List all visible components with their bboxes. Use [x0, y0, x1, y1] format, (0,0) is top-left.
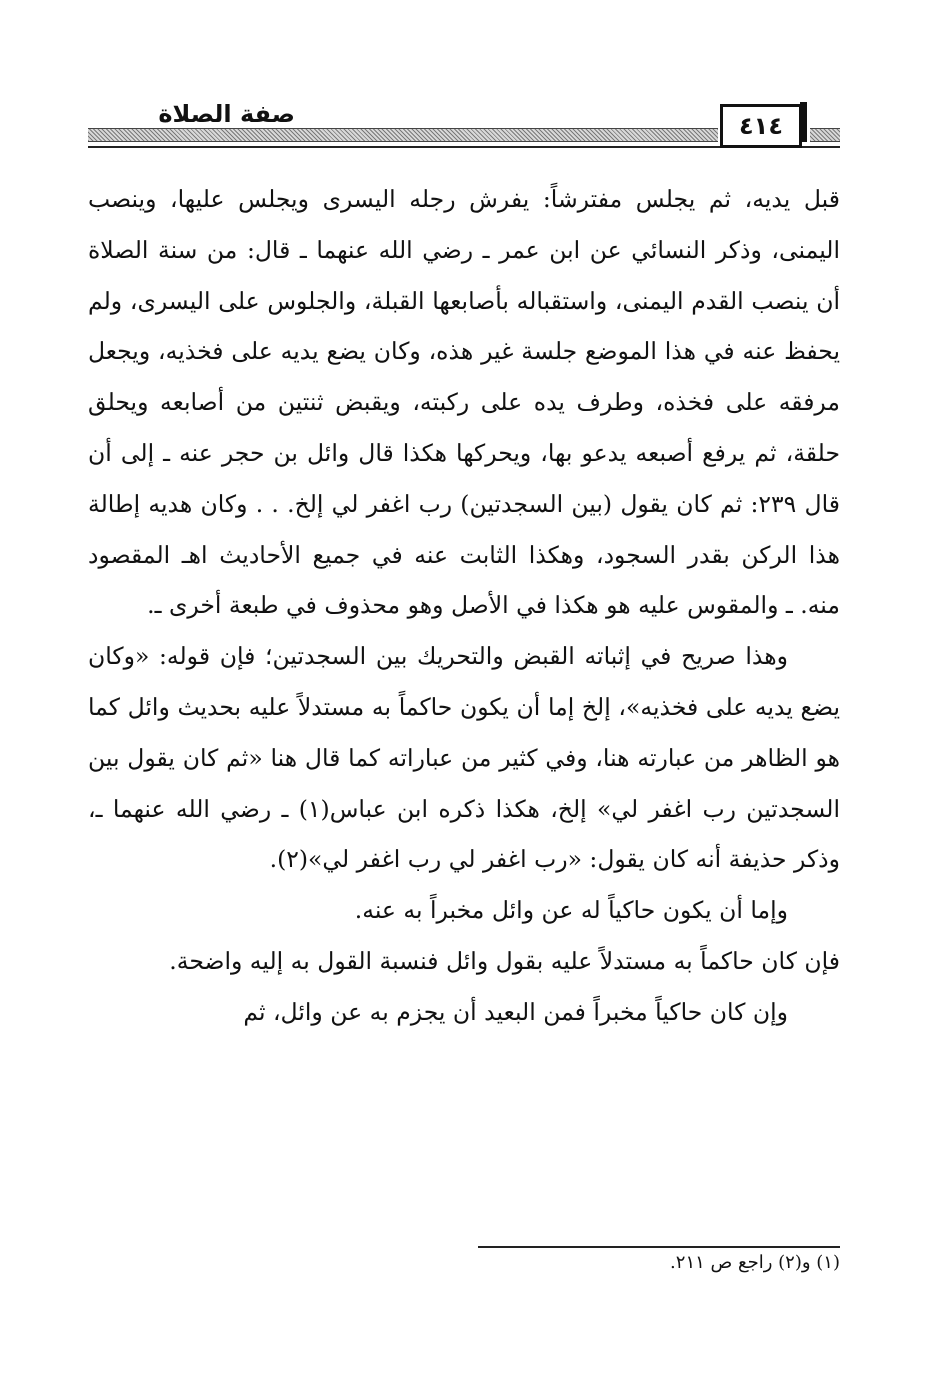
- header-title: صفة الصلاة: [158, 100, 295, 128]
- paragraph: وهذا صريح في إثباته القبض والتحريك بين السجدتين؛ فإن قوله: «وكان يضع يديه على فخذيه»، إلخ إما أن يكون حاكماً به مستدلاً عليه بحديث وائل كما هو الظاهر من عبارته هنا، وفي كثير من عباراته كما قال هنا «ثم كان يقول بين السجدتين رب اغفر لي» إلخ، هكذا ذكره ابن عباس(١) ـ رضي الله عنهما ـ، وذكر حذيفة أنه كان يقول: «رب اغفر لي رب اغفر لي»(٢).: [88, 642, 840, 874]
- paragraph: قبل يديه، ثم يجلس مفترشاً: يفرش رجله اليسرى ويجلس عليها، وينصب اليمنى، وذكر النسائي عن ابن عمر ـ رضي الله عنهما ـ قال: من سنة الصلاة أن ينصب القدم اليمنى، واستقباله بأصابعها القبلة، والجلوس على اليسرى، ولم يحفظ عنه في هذا الموضع جلسة غير هذه، وكان يضع يديه على فخذيه، ويجعل مرفقه على فخذه، وطرف يده على ركبته، ويقبض ثنتين من أصابعه ويحلق حلقة، ثم يرفع أصبعه يدعو بها، ويحركها هكذا قال وائل بن حجر عنه ـ إلى أن قال ٢٣٩: ثم كان يقول (بين السجدتين) رب اغفر لي إلخ. . . وكان هديه إطالة هذا الركن بقدر السجود، وهكذا الثابت عنه في جميع الأحاديث اهـ المقصود منه. ـ والمقوس عليه هو هكذا في الأصل وهو محذوف في طبعة أخرى ـ.: [88, 185, 840, 620]
- header-ornament-bar: [800, 102, 807, 142]
- paragraph: وإما أن يكون حاكياً له عن وائل مخبراً به عنه.: [354, 896, 788, 925]
- header-decorative-band: [88, 128, 718, 142]
- footnote-separator: [478, 1246, 840, 1248]
- paragraph: وإن كان حاكياً مخبراً فمن البعيد أن يجزم به عن وائل، ثم: [243, 997, 788, 1026]
- footnote: (١) و(٢) راجع ص ٢١١.: [670, 1252, 840, 1273]
- page-header: [88, 100, 840, 152]
- page-number: ٤١٤: [720, 104, 802, 148]
- main-text: [88, 174, 840, 1038]
- paragraph: فإن كان حاكماً به مستدلاً عليه بقول وائل فنسبة القول به إليه واضحة.: [169, 946, 840, 975]
- header-ornament-band: [810, 128, 840, 142]
